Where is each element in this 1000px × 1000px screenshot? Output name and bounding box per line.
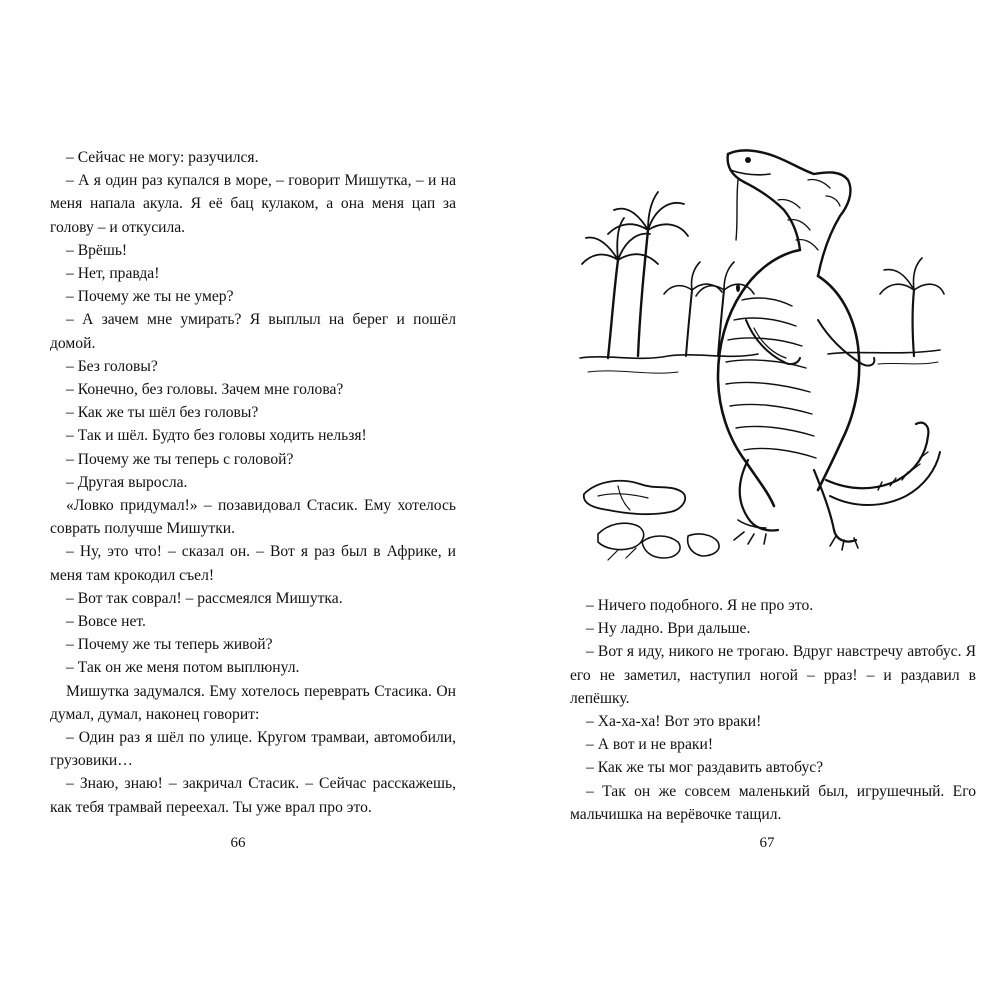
paragraph: «Ловко придумал!» – позавидовал Стасик. Ему хотелось соврать получше Мишутки. [50,497,456,538]
paragraph: – Врёшь! [66,241,128,259]
paragraph: – Конечно, без головы. Зачем мне голова? [66,381,344,399]
paragraph: – Почему же ты теперь с головой? [66,450,294,468]
paragraph: – Один раз я шёл по улице. Кругом трамваи, автомобили, грузовики… [50,729,456,770]
paragraph: – Так и шёл. Будто без головы ходить нельзя! [66,427,367,445]
right-page-text [570,594,976,826]
page-number: 66 [230,835,246,851]
paragraph: – Вот так соврал! – рассмеялся Мишутка. [66,589,343,607]
paragraph: – Так он же совсем маленький был, игрушечный. Его мальчишка на верёвочке тащил. [570,782,976,823]
paragraph: – Почему же ты не умер? [66,288,234,306]
paragraph: – Как же ты мог раздавить автобус? [586,759,824,777]
paragraph: – Почему же ты теперь живой? [66,636,273,654]
paragraph: – А вот и не враки! [586,736,714,754]
paragraph: – Знаю, знаю! – закричал Стасик. – Сейчас расскажешь, как тебя трамвай переехал. Ты уже врал про это. [50,775,456,816]
paragraph: – Ну, это что! – сказал он. – Вот я раз был в Африке, и меня там крокодил съел! [50,543,456,584]
paragraph: – Ну ладно. Ври дальше. [586,620,751,638]
paragraph: – Как же ты шёл без головы? [66,404,259,422]
paragraph: – Ничего подобного. Я не про это. [586,597,814,614]
left-page-text [50,146,456,819]
paragraph: – Ха-ха-ха! Вот это враки! [586,713,762,731]
paragraph: – Нет, правда! [66,265,160,283]
paragraph: – А я один раз купался в море, – говорит Мишутка, – и на меня напала акула. Я её бац кулаком, а она меня цап за голову – и откусила. [50,172,456,236]
paragraph: – Сейчас не могу: разучился. [66,149,259,166]
page-number: 67 [759,835,775,851]
paragraph: Мишутка задумался. Ему хотелось переврать Стасика. Он думал, думал, наконец говорит: [50,682,456,723]
right-page [500,0,1000,1000]
paragraph: – Вот я иду, никого не трогаю. Вдруг навстречу автобус. Я его не заметил, наступил ногой – рраз! – и раздавил в лепёшку. [570,643,976,707]
crocodile-illustration [578,140,946,572]
paragraph: – А зачем мне умирать? Я выплыл на берег и пошёл домой. [50,311,456,352]
paragraph: – Другая выросла. [66,473,188,491]
paragraph: – Вовсе нет. [66,613,146,631]
paragraph: – Без головы? [66,357,158,375]
paragraph: – Так он же меня потом выплюнул. [66,659,300,677]
